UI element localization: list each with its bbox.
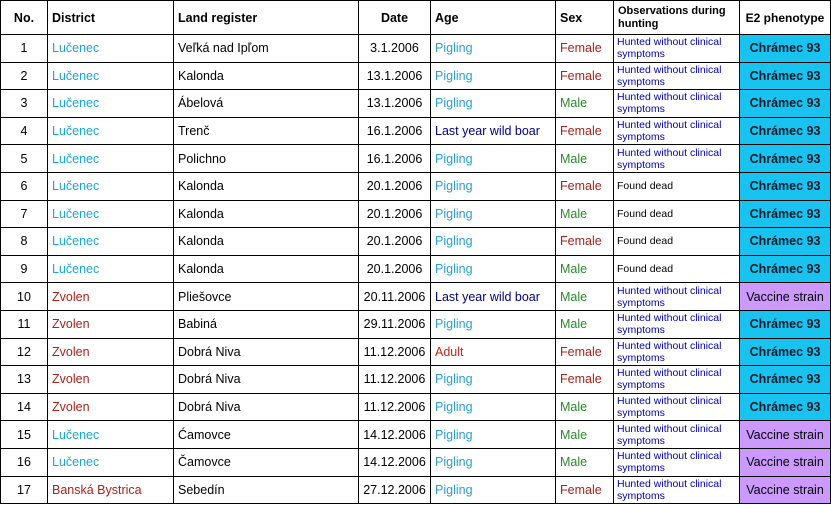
row-sex: Male (556, 283, 614, 311)
row-observations: Hunted without clinical symptoms (614, 366, 740, 394)
row-district: Lučenec (48, 145, 174, 173)
row-land-register: Polichno (174, 145, 359, 173)
row-district: Zvolen (48, 366, 174, 394)
row-no: 6 (1, 172, 48, 200)
row-no: 14 (1, 393, 48, 421)
row-date: 3.1.2006 (359, 35, 431, 63)
row-land-register: Kalonda (174, 200, 359, 228)
row-date: 14.12.2006 (359, 421, 431, 449)
row-sex: Female (556, 62, 614, 90)
row-observations: Hunted without clinical symptoms (614, 145, 740, 173)
table-row (1, 421, 831, 449)
header-sex: Sex (556, 1, 614, 35)
table-row (1, 145, 831, 173)
row-sex: Male (556, 393, 614, 421)
row-e2-phenotype: Chrámec 93 (740, 310, 831, 338)
row-observations: Hunted without clinical symptoms (614, 310, 740, 338)
row-observations: Hunted without clinical symptoms (614, 448, 740, 476)
row-e2-phenotype: Vaccine strain (740, 476, 831, 504)
row-sex: Female (556, 172, 614, 200)
row-e2-phenotype: Vaccine strain (740, 448, 831, 476)
row-no: 4 (1, 117, 48, 145)
row-no: 3 (1, 90, 48, 118)
row-observations: Hunted without clinical symptoms (614, 90, 740, 118)
row-sex: Male (556, 90, 614, 118)
row-district: Lučenec (48, 200, 174, 228)
row-sex: Female (556, 366, 614, 394)
row-district: Lučenec (48, 172, 174, 200)
row-age: Pigling (431, 228, 556, 256)
row-date: 16.1.2006 (359, 117, 431, 145)
row-sex: Male (556, 255, 614, 283)
row-no: 5 (1, 145, 48, 173)
table-row (1, 476, 831, 504)
table-row (1, 393, 831, 421)
row-age: Pigling (431, 200, 556, 228)
table-row (1, 283, 831, 311)
row-no: 7 (1, 200, 48, 228)
row-land-register: Veľká nad Ipľom (174, 35, 359, 63)
row-district: Lučenec (48, 35, 174, 63)
row-district: Zvolen (48, 393, 174, 421)
row-sex: Female (556, 476, 614, 504)
row-age: Last year wild boar (431, 117, 556, 145)
header-date: Date (359, 1, 431, 35)
row-district: Lučenec (48, 448, 174, 476)
table-row (1, 310, 831, 338)
row-no: 13 (1, 366, 48, 394)
row-observations: Hunted without clinical symptoms (614, 62, 740, 90)
table-row (1, 90, 831, 118)
row-date: 11.12.2006 (359, 366, 431, 394)
row-sex: Female (556, 228, 614, 256)
row-e2-phenotype: Chrámec 93 (740, 90, 831, 118)
row-age: Pigling (431, 393, 556, 421)
header-land-register: Land register (174, 1, 359, 35)
row-age: Last year wild boar (431, 283, 556, 311)
row-date: 20.1.2006 (359, 200, 431, 228)
row-no: 1 (1, 35, 48, 63)
row-district: Lučenec (48, 62, 174, 90)
row-no: 15 (1, 421, 48, 449)
row-age: Pigling (431, 448, 556, 476)
row-land-register: Kalonda (174, 172, 359, 200)
row-sex: Male (556, 200, 614, 228)
row-age: Pigling (431, 145, 556, 173)
row-no: 8 (1, 228, 48, 256)
row-sex: Male (556, 145, 614, 173)
row-observations: Found dead (614, 228, 740, 256)
row-land-register: Kalonda (174, 62, 359, 90)
row-age: Pigling (431, 421, 556, 449)
row-e2-phenotype: Vaccine strain (740, 421, 831, 449)
row-sex: Female (556, 117, 614, 145)
row-sex: Female (556, 338, 614, 366)
row-land-register: Dobrá Niva (174, 338, 359, 366)
row-district: Lučenec (48, 117, 174, 145)
row-e2-phenotype: Chrámec 93 (740, 338, 831, 366)
row-age: Adult (431, 338, 556, 366)
row-sex: Male (556, 421, 614, 449)
row-land-register: Kalonda (174, 228, 359, 256)
row-date: 20.1.2006 (359, 172, 431, 200)
row-date: 29.11.2006 (359, 310, 431, 338)
table-row (1, 448, 831, 476)
row-e2-phenotype: Chrámec 93 (740, 117, 831, 145)
table-row (1, 35, 831, 63)
row-age: Pigling (431, 255, 556, 283)
row-land-register: Kalonda (174, 255, 359, 283)
row-land-register: Dobrá Niva (174, 393, 359, 421)
row-sex: Male (556, 448, 614, 476)
header-row (1, 1, 831, 35)
header-no: No. (1, 1, 48, 35)
table-row (1, 228, 831, 256)
row-no: 2 (1, 62, 48, 90)
row-land-register: Ábelová (174, 90, 359, 118)
row-e2-phenotype: Vaccine strain (740, 283, 831, 311)
row-district: Zvolen (48, 310, 174, 338)
header-observations: Observations during hunting (614, 1, 740, 35)
row-no: 12 (1, 338, 48, 366)
table-row (1, 338, 831, 366)
row-age: Pigling (431, 366, 556, 394)
row-e2-phenotype: Chrámec 93 (740, 35, 831, 63)
row-observations: Hunted without clinical symptoms (614, 117, 740, 145)
row-land-register: Babiná (174, 310, 359, 338)
row-e2-phenotype: Chrámec 93 (740, 366, 831, 394)
table-row (1, 255, 831, 283)
row-no: 16 (1, 448, 48, 476)
row-e2-phenotype: Chrámec 93 (740, 62, 831, 90)
row-e2-phenotype: Chrámec 93 (740, 393, 831, 421)
row-observations: Hunted without clinical symptoms (614, 283, 740, 311)
row-observations: Hunted without clinical symptoms (614, 393, 740, 421)
row-land-register: Trenč (174, 117, 359, 145)
row-date: 20.11.2006 (359, 283, 431, 311)
row-land-register: Pliešovce (174, 283, 359, 311)
row-district: Banská Bystrica (48, 476, 174, 504)
row-district: Lučenec (48, 421, 174, 449)
row-date: 11.12.2006 (359, 338, 431, 366)
table-body (1, 35, 831, 504)
row-date: 13.1.2006 (359, 62, 431, 90)
row-district: Zvolen (48, 283, 174, 311)
row-e2-phenotype: Chrámec 93 (740, 145, 831, 173)
row-district: Lučenec (48, 228, 174, 256)
row-date: 13.1.2006 (359, 90, 431, 118)
row-age: Pigling (431, 310, 556, 338)
header-district: District (48, 1, 174, 35)
row-land-register: Ćamovce (174, 421, 359, 449)
table-row (1, 366, 831, 394)
row-observations: Hunted without clinical symptoms (614, 421, 740, 449)
table-row (1, 117, 831, 145)
row-observations: Found dead (614, 255, 740, 283)
row-district: Lučenec (48, 255, 174, 283)
row-age: Pigling (431, 476, 556, 504)
row-district: Lučenec (48, 90, 174, 118)
row-date: 20.1.2006 (359, 228, 431, 256)
row-land-register: Sebedín (174, 476, 359, 504)
row-age: Pigling (431, 172, 556, 200)
row-age: Pigling (431, 90, 556, 118)
header-age: Age (431, 1, 556, 35)
row-no: 9 (1, 255, 48, 283)
row-date: 14.12.2006 (359, 448, 431, 476)
header-e2-phenotype: E2 phenotype (740, 1, 831, 35)
row-date: 16.1.2006 (359, 145, 431, 173)
row-observations: Hunted without clinical symptoms (614, 35, 740, 63)
row-e2-phenotype: Chrámec 93 (740, 228, 831, 256)
row-age: Pigling (431, 35, 556, 63)
row-date: 27.12.2006 (359, 476, 431, 504)
row-sex: Male (556, 310, 614, 338)
row-observations: Found dead (614, 172, 740, 200)
row-district: Zvolen (48, 338, 174, 366)
row-date: 20.1.2006 (359, 255, 431, 283)
row-land-register: Dobrá Niva (174, 366, 359, 394)
row-observations: Hunted without clinical symptoms (614, 476, 740, 504)
row-land-register: Čamovce (174, 448, 359, 476)
row-e2-phenotype: Chrámec 93 (740, 200, 831, 228)
row-e2-phenotype: Chrámec 93 (740, 255, 831, 283)
row-observations: Found dead (614, 200, 740, 228)
table-row (1, 172, 831, 200)
row-observations: Hunted without clinical symptoms (614, 338, 740, 366)
row-e2-phenotype: Chrámec 93 (740, 172, 831, 200)
row-no: 10 (1, 283, 48, 311)
table-row (1, 62, 831, 90)
row-age: Pigling (431, 62, 556, 90)
row-date: 11.12.2006 (359, 393, 431, 421)
row-no: 17 (1, 476, 48, 504)
row-sex: Female (556, 35, 614, 63)
table-row (1, 200, 831, 228)
row-no: 11 (1, 310, 48, 338)
